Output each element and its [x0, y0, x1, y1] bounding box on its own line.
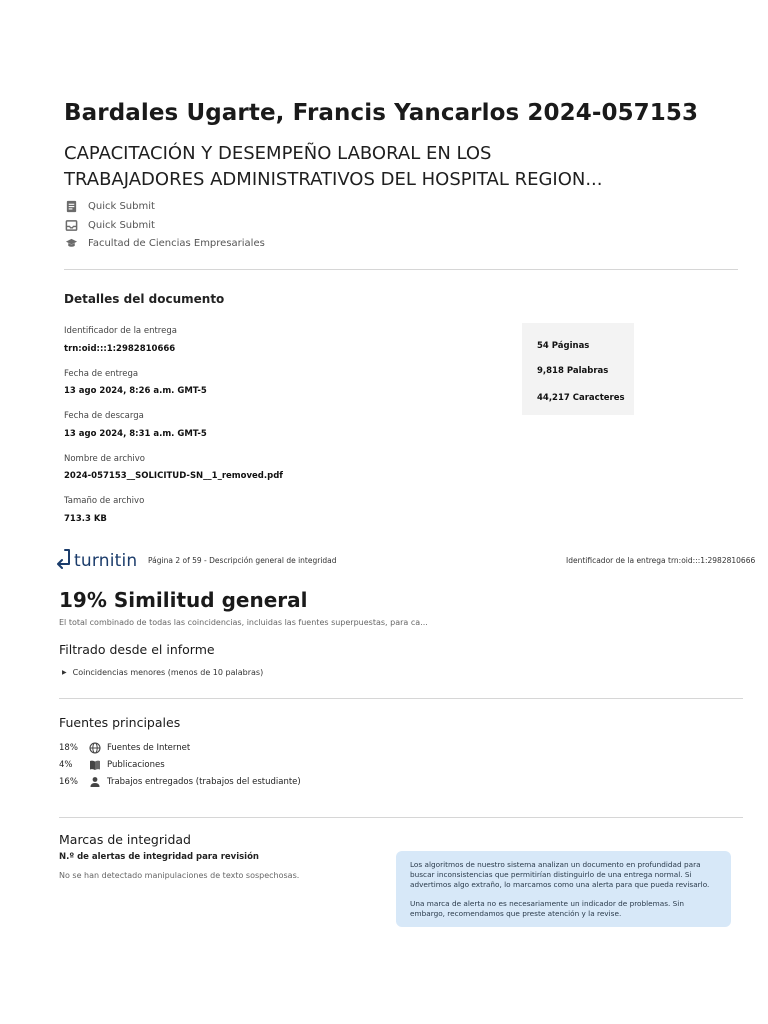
meta-row-submit-2: [64, 218, 155, 232]
document-title-line-2: TRABAJADORES ADMINISTRATIVOS DEL HOSPITAL REGION...: [64, 169, 603, 190]
field-label: Tamaño de archivo: [64, 496, 145, 506]
source-label: Publicaciones: [107, 760, 165, 770]
filter-heading: Filtrado desde el informe: [59, 642, 215, 657]
similarity-title: 19% Similitud general: [59, 588, 308, 612]
filter-item-label: Coincidencias menores (menos de 10 palabras): [72, 668, 264, 677]
divider: [59, 698, 743, 699]
author-heading: Bardales Ugarte, Francis Yancarlos 2024-057153: [64, 100, 699, 126]
field-value-file-size: 713.3 KB: [64, 514, 107, 524]
stats-box: [522, 323, 634, 415]
field-value-submitted-date: 13 ago 2024, 8:26 a.m. GMT-5: [64, 386, 207, 396]
integrity-info-box: [396, 851, 731, 927]
field-value-file-name: 2024-057153__SOLICITUD-SN__1_removed.pdf: [64, 471, 283, 481]
meta-text: Quick Submit: [88, 200, 155, 212]
info-paragraph-1: Los algoritmos de nuestro sistema analizan un documento en profundidad para buscar inconsistencias que permitirían distinguirlo de una entrega normal. Si advertimos algo extraño, lo marcamos como una alerta para que pueda revisarlo.: [410, 860, 710, 889]
field-label: Identificador de la entrega: [64, 326, 177, 336]
alerts-label: N.º de alertas de integridad para revisión: [59, 852, 259, 862]
person-icon: [89, 776, 107, 788]
integrity-heading: Marcas de integridad: [59, 832, 191, 847]
stat-characters: 44,217 Caracteres: [537, 393, 625, 403]
document-title-line-1: CAPACITACIÓN Y DESEMPEÑO LABORAL EN LOS: [64, 143, 492, 164]
meta-text: Quick Submit: [88, 219, 155, 231]
stat-words: 9,818 Palabras: [537, 366, 609, 376]
page-info: Página 2 of 59 - Descripción general de integridad: [148, 556, 337, 565]
field-label: Nombre de archivo: [64, 454, 145, 464]
book-icon: [89, 759, 107, 771]
sources-heading: Fuentes principales: [59, 715, 181, 730]
field-label: Fecha de descarga: [64, 411, 144, 421]
meta-row-faculty: [64, 236, 265, 250]
turnitin-logo: [56, 549, 137, 573]
turnitin-logo-icon: [56, 549, 72, 573]
inbox-icon: [64, 218, 78, 232]
source-row-student-papers: [59, 776, 301, 788]
source-row-internet: [59, 742, 190, 754]
meta-text: Facultad de Ciencias Empresariales: [88, 237, 265, 249]
filter-item: [62, 668, 263, 677]
field-label: Fecha de entrega: [64, 369, 139, 379]
source-percent: 18%: [59, 743, 78, 753]
stat-pages: 54 Páginas: [537, 341, 590, 351]
source-row-publications: [59, 759, 165, 771]
meta-row-submit-1: [64, 199, 155, 213]
source-label: Trabajos entregados (trabajos del estudiante): [107, 777, 301, 787]
source-percent: 16%: [59, 777, 78, 787]
divider: [59, 817, 743, 818]
details-heading: Detalles del documento: [64, 292, 225, 306]
graduation-cap-icon: [64, 236, 78, 250]
source-percent: 4%: [59, 760, 73, 770]
triangle-bullet-icon: ▶: [62, 669, 67, 676]
document-icon: [64, 199, 78, 213]
header-submission-id: Identificador de la entrega trn:oid:::1:2982810666: [566, 556, 756, 565]
info-paragraph-2: Una marca de alerta no es necesariamente un indicador de problemas. Sin embargo, recomendamos que preste atención y la revise.: [410, 899, 684, 918]
alerts-text: No se han detectado manipulaciones de texto sospechosas.: [59, 871, 300, 880]
field-value-submission-id: trn:oid:::1:2982810666: [64, 344, 176, 354]
field-value-download-date: 13 ago 2024, 8:31 a.m. GMT-5: [64, 429, 207, 439]
divider: [64, 269, 738, 270]
source-label: Fuentes de Internet: [107, 743, 191, 753]
turnitin-logo-text: turnitin: [74, 551, 138, 571]
globe-icon: [89, 742, 107, 754]
similarity-subtitle: El total combinado de todas las coincidencias, incluidas las fuentes superpuestas, para ca...: [59, 618, 428, 627]
